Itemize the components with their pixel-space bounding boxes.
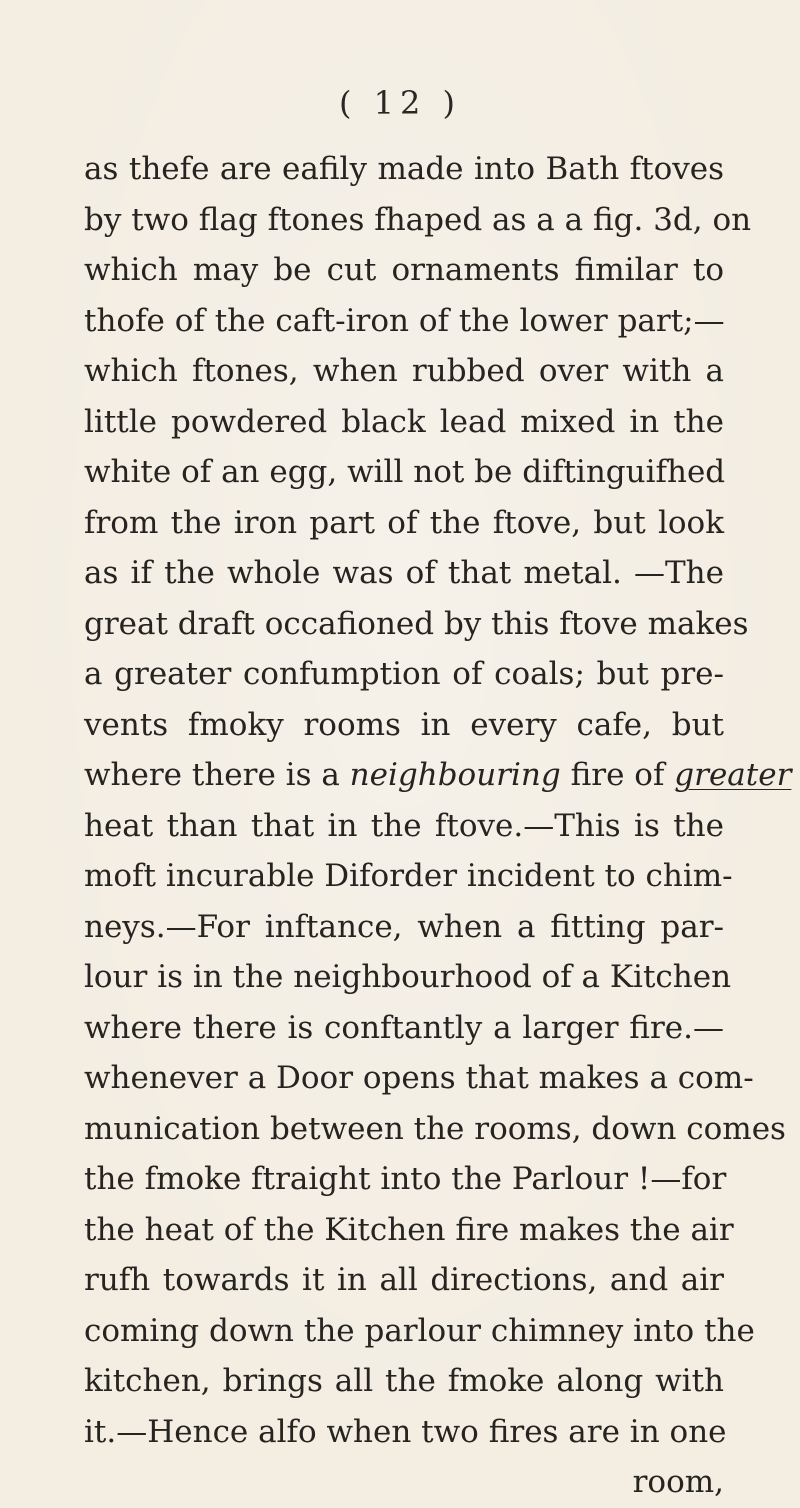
text-line bbox=[84, 1154, 727, 1205]
text-line bbox=[84, 700, 724, 751]
text-line bbox=[84, 1053, 754, 1104]
page-number: ( 12 ) bbox=[338, 84, 462, 122]
text-line bbox=[84, 498, 724, 549]
text-line bbox=[84, 346, 724, 397]
text-segment: the heat of the Kitchen fire makes the air bbox=[84, 1211, 734, 1248]
text-segment: by two flag ftones fhaped as a a fig. 3d, on bbox=[84, 201, 752, 238]
text-segment: thofe of the caft-iron of the lower part;— bbox=[84, 302, 725, 339]
text-line bbox=[84, 1205, 734, 1256]
text-segment: where there is a bbox=[84, 757, 350, 793]
body-text bbox=[84, 144, 792, 1508]
italic-text-segment: neighbouring bbox=[349, 757, 561, 793]
text-segment: as thefe are eafily made into Bath ftoves bbox=[84, 151, 724, 187]
text-line bbox=[84, 599, 749, 650]
text-line bbox=[84, 296, 724, 347]
text-segment: as if the whole was of that metal. —The bbox=[84, 555, 724, 591]
text-line bbox=[84, 397, 724, 448]
text-line bbox=[84, 1356, 724, 1407]
text-segment: vents fmoky rooms in every cafe, but bbox=[84, 706, 724, 743]
text-segment: rufh towards it in all directions, and air bbox=[84, 1262, 724, 1298]
text-segment: fire of bbox=[560, 757, 675, 793]
text-line bbox=[84, 447, 724, 498]
text-line bbox=[84, 750, 792, 801]
text-segment: lour is in the neighbourhood of a Kitchen bbox=[84, 959, 732, 995]
text-segment: great draft occafioned by this ftove makes bbox=[84, 605, 749, 642]
text-segment: kitchen, brings all the fmoke along with bbox=[84, 1363, 724, 1399]
catchword: room, bbox=[632, 1464, 724, 1500]
text-line bbox=[84, 801, 724, 852]
text-segment: a greater confumption of coals; but pre- bbox=[84, 656, 724, 692]
text-line bbox=[84, 1255, 724, 1306]
text-segment: whenever a Door opens that makes a com- bbox=[84, 1060, 754, 1096]
text-line bbox=[84, 1306, 755, 1357]
text-segment: which may be cut ornaments fimilar to bbox=[84, 252, 724, 288]
italic-underlined-text-segment: greater bbox=[674, 757, 792, 793]
text-line bbox=[84, 195, 752, 246]
text-segment: which ftones, when rubbed over with a bbox=[84, 353, 724, 389]
text-line bbox=[84, 902, 724, 953]
text-segment: white of an egg, will not be diftinguifhed bbox=[84, 454, 726, 490]
text-line bbox=[84, 1407, 727, 1458]
text-line bbox=[84, 851, 733, 902]
text-segment: munication between the rooms, down comes bbox=[84, 1110, 786, 1147]
text-segment: neys.—For inftance, when a fitting par- bbox=[84, 908, 724, 945]
text-line bbox=[84, 952, 732, 1003]
text-line bbox=[84, 1104, 786, 1155]
text-segment: coming down the parlour chimney into the bbox=[84, 1312, 755, 1349]
text-segment: moft incurable Diforder incident to chim- bbox=[84, 858, 733, 894]
text-segment: the fmoke ftraight into the Parlour !—for bbox=[84, 1161, 727, 1197]
text-line bbox=[84, 245, 724, 296]
text-line bbox=[84, 649, 724, 700]
text-line bbox=[84, 1003, 724, 1054]
text-line bbox=[84, 144, 724, 195]
text-segment: where there is conftantly a larger fire.— bbox=[84, 1009, 724, 1046]
text-line bbox=[84, 548, 724, 599]
text-segment: little powdered black lead mixed in the bbox=[84, 403, 724, 440]
text-segment: heat than that in the ftove.—This is the bbox=[84, 807, 724, 844]
text-segment: from the iron part of the ftove, but look bbox=[84, 504, 724, 541]
text-segment: it.—Hence alfo when two fires are in one bbox=[84, 1413, 727, 1450]
